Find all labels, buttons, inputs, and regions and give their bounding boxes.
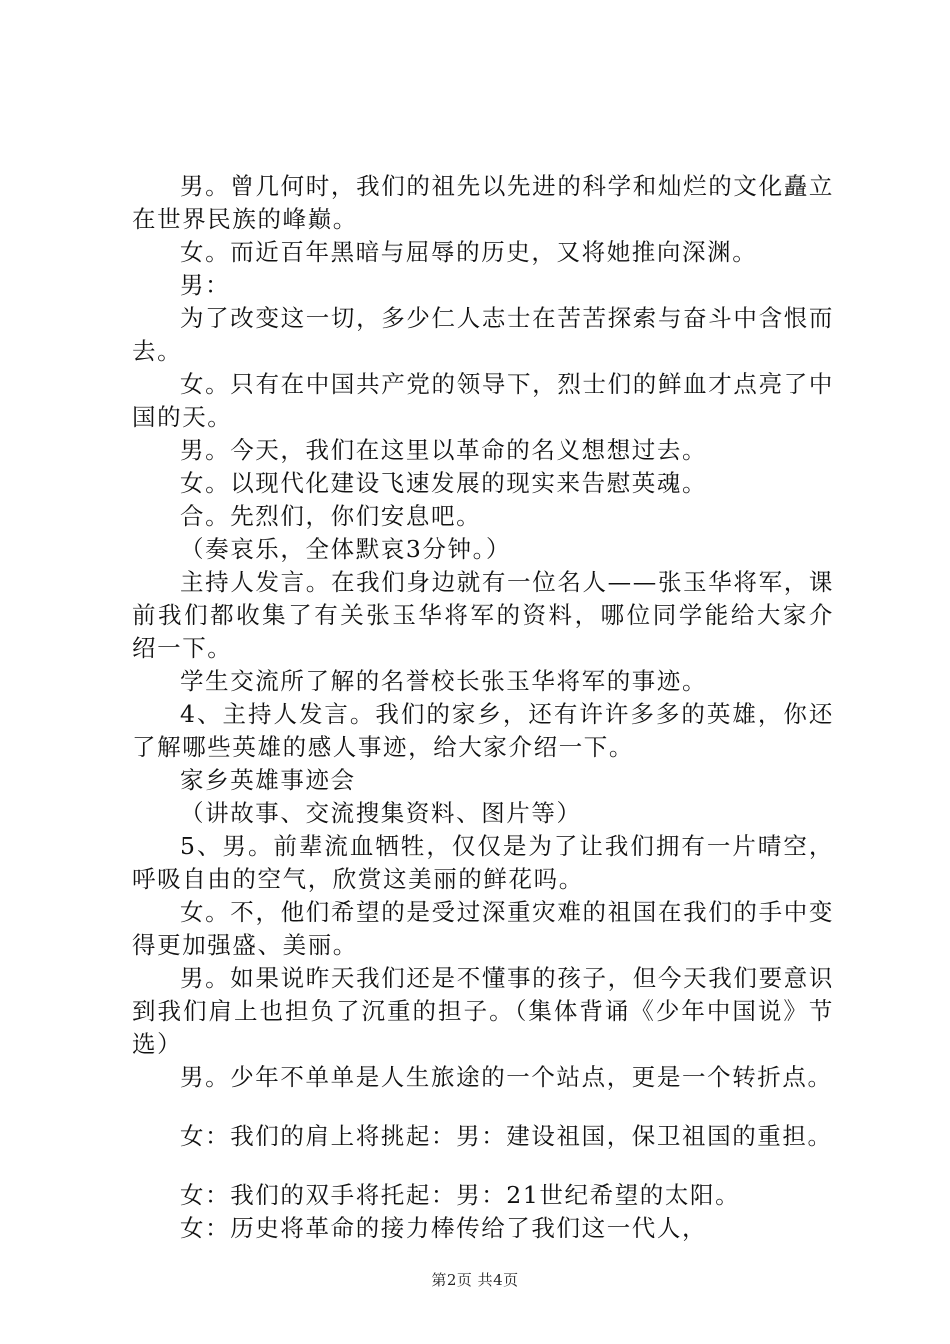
paragraph: 男。少年不单单是人生旅途的一个站点，更是一个转折点。 — [180, 1063, 833, 1091]
paragraph: 主持人发言。在我们身边就有一位名人——张玉华将军，课前我们都收集了有关张玉华将军的资料，哪位同学能给大家介绍一下。 — [132, 568, 834, 662]
paragraph: 女：历史将革命的接力棒传给了我们这一代人， — [180, 1214, 708, 1242]
document-body — [132, 170, 834, 1245]
paragraph: 女。以现代化建设飞速发展的现实来告慰英魂。 — [180, 469, 708, 497]
paragraph: 合。先烈们，你们安息吧。 — [180, 502, 482, 530]
paragraph: 男。曾几何时，我们的祖先以先进的科学和灿烂的文化矗立在世界民族的峰巅。 — [132, 172, 834, 233]
paragraph: 家乡英雄事迹会 — [180, 766, 356, 794]
paragraph: 学生交流所了解的名誉校长张玉华将军的事迹。 — [180, 667, 708, 695]
paragraph: 男。如果说昨天我们还是不懂事的孩子，但今天我们要意识到我们肩上也担负了沉重的担子。（集体背诵《少年中国说》节选） — [132, 964, 834, 1058]
paragraph: 女。不，他们希望的是受过深重灾难的祖国在我们的手中变得更加强盛、美丽。 — [132, 898, 834, 959]
paragraph: （奏哀乐，全体默哀3分钟。） — [180, 535, 512, 563]
paragraph: 为了改变这一切，多少仁人志士在苦苦探索与奋斗中含恨而去。 — [132, 304, 834, 365]
paragraph: 女：我们的双手将托起：男：21世纪希望的太阳。 — [180, 1181, 741, 1209]
paragraph: 4、主持人发言。我们的家乡，还有许许多多的英雄，你还了解哪些英雄的感人事迹，给大家介绍一下。 — [132, 700, 834, 761]
paragraph: 女。而近百年黑暗与屈辱的历史，又将她推向深渊。 — [180, 238, 758, 266]
page-number-footer: 第2页 共4页 — [431, 1271, 519, 1289]
paragraph: 男。今天，我们在这里以革命的名义想想过去。 — [180, 436, 708, 464]
paragraph: 男： — [180, 271, 231, 299]
paragraph: 女。只有在中国共产党的领导下，烈士们的鲜血才点亮了中国的天。 — [132, 370, 834, 431]
paragraph: （讲故事、交流搜集资料、图片等） — [180, 799, 582, 827]
paragraph: 5、男。前辈流血牺牲，仅仅是为了让我们拥有一片晴空，呼吸自由的空气，欣赏这美丽的鲜花吗。 — [132, 832, 834, 893]
paragraph: 女：我们的肩上将挑起：男：建设祖国，保卫祖国的重担。 — [180, 1122, 833, 1150]
